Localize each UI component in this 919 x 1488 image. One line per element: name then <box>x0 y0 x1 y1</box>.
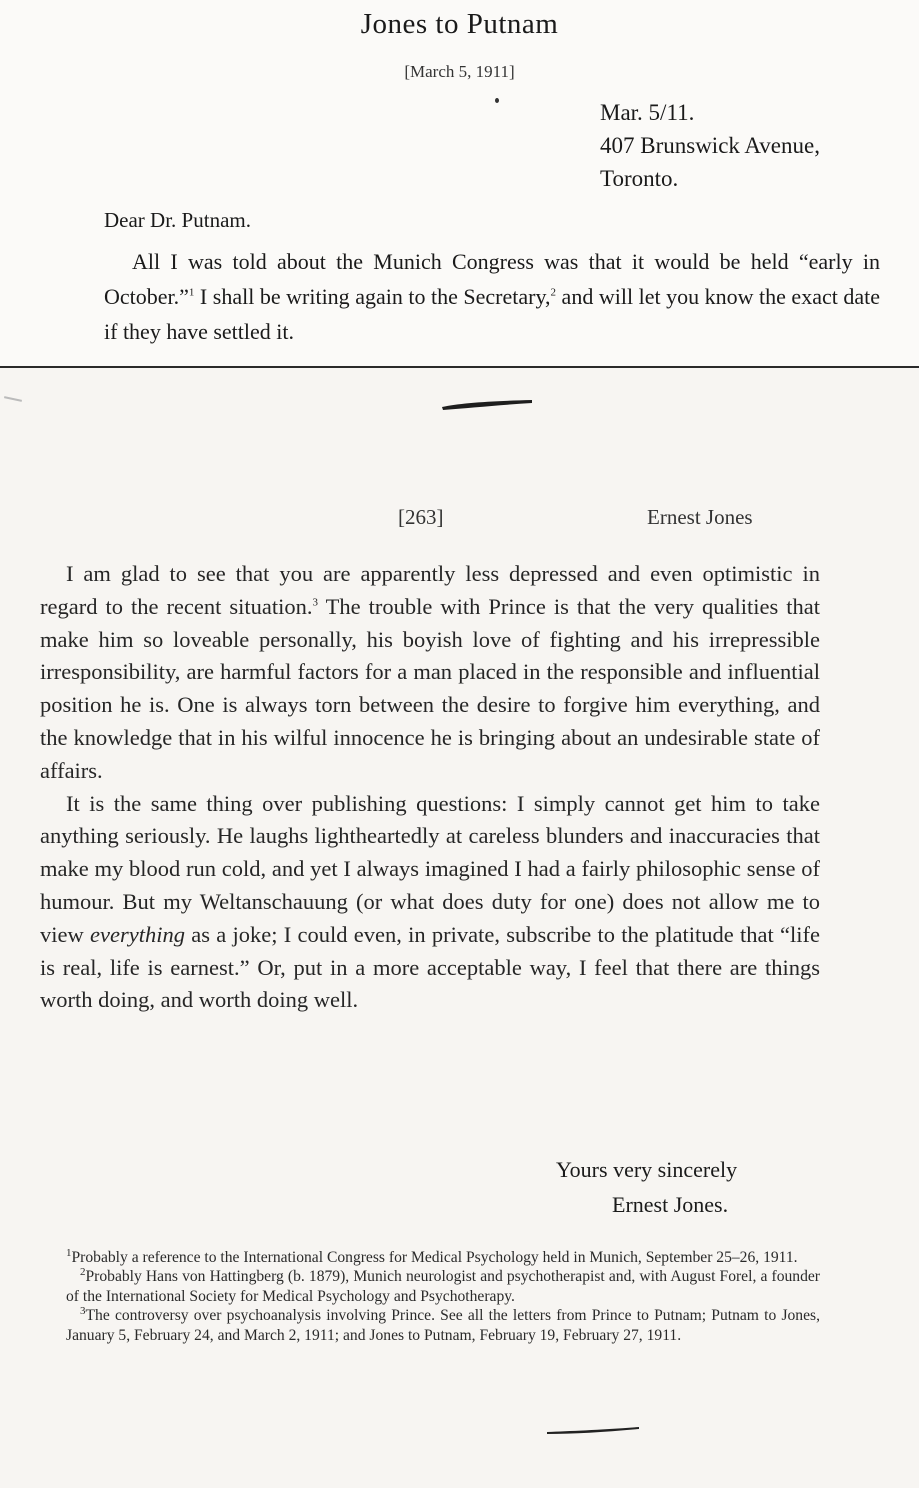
letter-heading: Jones to Putnam <box>360 8 559 40</box>
editorial-date: [March 5, 1911] <box>404 62 515 81</box>
paragraph-2-text-a: It is the same thing over publishing questions: I simply cannot get him to take anything seriously. He laughs lightheartedly at careless blunders and inaccuracies that make my blood run cold, and yet I always imagined I had a fairly philosophic sense of humour. But my Weltanschauung (or what does duty for one) does not allow me to view <box>40 790 820 947</box>
footnote-2-text: Probably Hans von Hattingberg (b. 1879), Munich neurologist and psychotherapist and, with August Forel, a founder of the International Society for Medical Psychology and Psychotherapy. <box>66 1268 820 1305</box>
footnote-1-text: Probably a reference to the International Congress for Medical Psychology held in Munich, September 25–26, 1911. <box>71 1249 798 1266</box>
address-line-1: 407 Brunswick Avenue, <box>600 133 820 158</box>
end-pen-stroke <box>545 1425 641 1435</box>
paragraph-1-text-b: The trouble with Prince is that the very qualities that make him so loveable personally, his boyish love of fighting and his irrepressible irresponsibility, are harmful factors for a man placed in the responsible and influential position he is. One is always torn between the desire to forgive him everything, and the knowledge that in his wilful innocence he is bringing about an undesirable state of affairs. <box>40 593 820 783</box>
top-body-text-1: All I was told about the Munich Congress was that it would be held “early in October.” <box>104 249 880 309</box>
paragraph-2 <box>40 788 820 1018</box>
footnote-ref-3: 3 <box>312 596 319 609</box>
paragraph-1-text-a: I am glad to see that you are apparently less depressed and even optimistic in regard to the recent situation. <box>40 561 820 619</box>
footnote-2-mark: 2 <box>80 1266 86 1279</box>
paragraph-2-text-b: as a joke; I could even, in private, subscribe to the platitude that “life is real, life is earnest.” Or, put in a more acceptable way, I feel that there are things worth doing, and worth doing well. <box>40 921 820 1013</box>
address-line-2: Toronto. <box>600 166 679 191</box>
footnotes <box>66 1248 820 1345</box>
top-body-text-2: I shall be writing again to the Secretary, <box>194 284 551 309</box>
main-letter-body <box>40 558 820 1017</box>
footnote-ref-1: 1 <box>188 286 195 299</box>
edge-scratch <box>4 396 22 402</box>
footnote-1 <box>66 1248 820 1267</box>
signature: Ernest Jones. <box>612 1192 729 1217</box>
sender-address-block <box>600 96 820 195</box>
page-number: [263] <box>398 505 444 529</box>
valediction: Yours very sincerely <box>556 1157 738 1182</box>
top-letter-body <box>104 244 880 349</box>
footnote-3-text: The controversy over psychoanalysis involving Prince. See all the letters from Prince to Putnam; Putnam to Jones, January 5, February 24, and March 2, 1911; and Jones to Putnam, February 19, February 27, 1911. <box>66 1307 820 1344</box>
footnote-1-mark: 1 <box>66 1246 72 1259</box>
salutation: Dear Dr. Putnam. <box>104 208 251 232</box>
running-head: Ernest Jones <box>647 505 753 529</box>
letter-date: Mar. 5/11. <box>600 100 695 125</box>
ink-speck <box>495 98 499 103</box>
footnote-3 <box>66 1306 820 1345</box>
pen-stroke-mark <box>440 399 534 411</box>
footnote-3-mark: 3 <box>80 1305 86 1318</box>
footnote-ref-2: 2 <box>550 286 557 299</box>
top-clipping <box>0 0 919 368</box>
clipping-edge-line <box>0 366 919 368</box>
paragraph-2-emphasis: everything <box>90 921 185 947</box>
top-body-text-3: and will let you know the exact date if they have settled it. <box>104 284 880 344</box>
footnote-2 <box>66 1267 820 1306</box>
paragraph-1 <box>40 558 820 788</box>
closing-block <box>556 1152 737 1222</box>
